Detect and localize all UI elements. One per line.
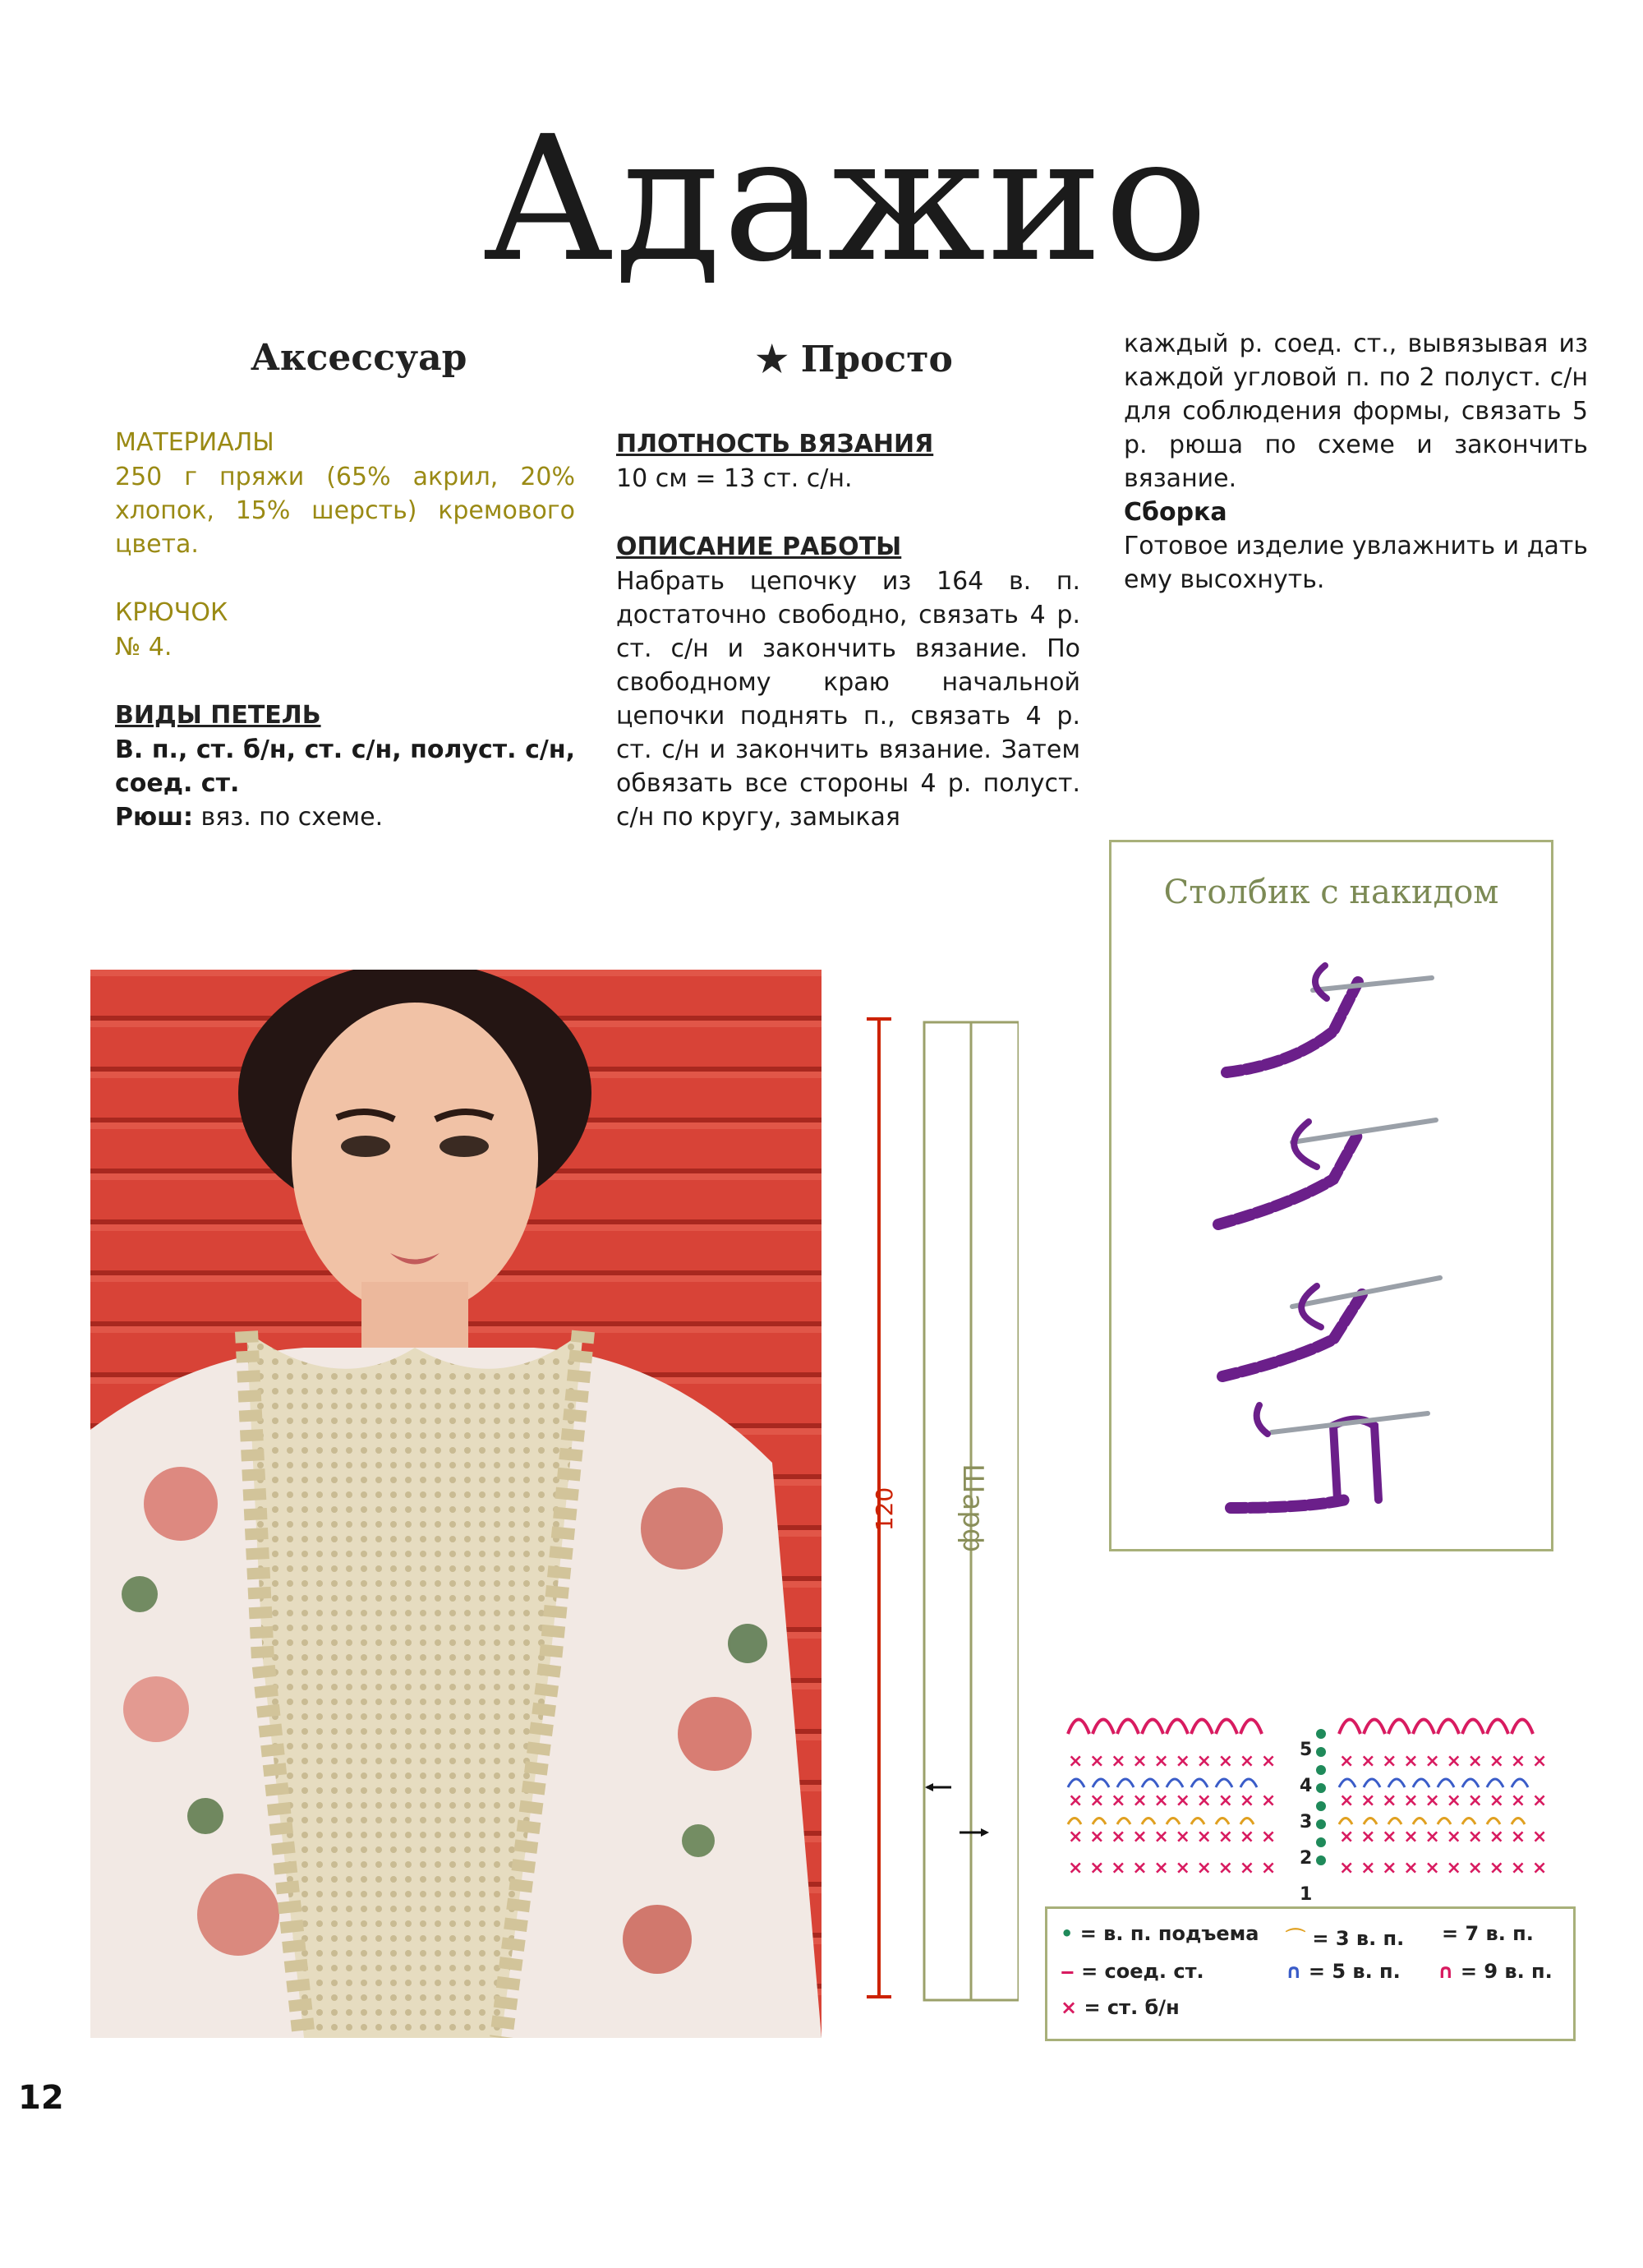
description-text: Набрать цепочку из 164 в. п. достаточно свободно, связать 4 р. ст. с/н и закончить вязание. По свободному краю начальной цепочки поднять п., связать 4 р. ст. с/н и закончить вязание. Затем обвязать все стороны 4 р. полуст. с/н по кругу, замыкая bbox=[616, 567, 1080, 832]
single-crochet-icon: × bbox=[1061, 1996, 1078, 2019]
legend-item: = 7 в. п. bbox=[1442, 1922, 1534, 1945]
length-label: 120 bbox=[871, 1487, 899, 1532]
svg-text:× × × × × × × × × ×: × × × × × × × × × × bbox=[1339, 1791, 1548, 1811]
page-number: 12 bbox=[18, 2079, 64, 2117]
row-number: 5 bbox=[1300, 1740, 1313, 1760]
svg-text:× × × × × × × × × ×: × × × × × × × × × × bbox=[1339, 1827, 1548, 1847]
difficulty-label: ★ Просто bbox=[756, 339, 953, 380]
row-number: 3 bbox=[1300, 1812, 1313, 1832]
category-label: Аксессуар bbox=[251, 337, 467, 379]
stitches-text: В. п., ст. б/н, ст. с/н, полуст. с/н, соед. ст. bbox=[115, 735, 575, 798]
model-photo bbox=[90, 970, 822, 2038]
row-numbers bbox=[1300, 1732, 1312, 1913]
ruffle-label: Рюш: bbox=[115, 803, 194, 832]
page-title: Адажио bbox=[482, 99, 1210, 300]
description-continued: каждый р. соед. ст., вывязывая из каждой угловой п. по 2 полуст. с/н для соблюдения формы, связать 5 р. рюша по схеме и закончить вязание. bbox=[1124, 330, 1588, 493]
legend-item: • = в. п. подъема bbox=[1061, 1922, 1259, 1945]
column-right bbox=[1124, 327, 1588, 597]
gauge-heading: ПЛОТНОСТЬ ВЯЗАНИЯ bbox=[616, 430, 934, 459]
slip-stitch-icon: ‒ bbox=[1061, 1960, 1075, 1983]
arch-3-icon: ⌒ bbox=[1286, 1927, 1305, 1950]
photo-illustration bbox=[90, 970, 822, 2038]
hook-heading: КРЮЧОК bbox=[115, 598, 228, 627]
ruffle-chart bbox=[1060, 1701, 1569, 1890]
arch-9-icon: ∩ bbox=[1438, 1960, 1454, 1983]
svg-text:× × × × × × × × × ×: × × × × × × × × × × bbox=[1068, 1791, 1277, 1811]
row-number: 2 bbox=[1300, 1848, 1313, 1869]
legend-item: ∩ = 5 в. п. bbox=[1286, 1960, 1401, 1983]
column-middle bbox=[616, 427, 1080, 834]
assembly-text: Готовое изделие увлажнить и дать ему высохнуть. bbox=[1124, 532, 1588, 594]
hook-text: № 4. bbox=[115, 633, 173, 662]
stitch-box-title: Столбик с накидом bbox=[1163, 874, 1499, 911]
gauge-text: 10 см = 13 ст. с/н. bbox=[616, 464, 853, 493]
dot-icon: • bbox=[1061, 1922, 1074, 1945]
stitches-heading: ВИДЫ ПЕТЕЛЬ bbox=[115, 701, 321, 730]
assembly-heading: Сборка bbox=[1124, 498, 1227, 527]
svg-text:× × × × × × × × × ×: × × × × × × × × × × bbox=[1068, 1751, 1277, 1772]
legend-item: ⌒ = 3 в. п. bbox=[1286, 1927, 1405, 1950]
row-number: 4 bbox=[1300, 1776, 1313, 1796]
legend-item: ∩ = 9 в. п. bbox=[1438, 1960, 1553, 1983]
legend-item: × = ст. б/н bbox=[1061, 1996, 1180, 2019]
ruffle-line bbox=[115, 800, 575, 834]
chart-legend bbox=[1045, 1906, 1576, 2041]
arch-5-icon: ∩ bbox=[1286, 1960, 1302, 1983]
materials-text: 250 г пряжи (65% акрил, 20% хлопок, 15% шерсть) кремового цвета. bbox=[115, 463, 575, 559]
legend-item: ‒ = соед. ст. bbox=[1061, 1960, 1204, 1983]
svg-text:× × × × × × × × × ×: × × × × × × × × × × bbox=[1068, 1827, 1277, 1847]
description-heading: ОПИСАНИЕ РАБОТЫ bbox=[616, 532, 902, 561]
svg-text:× × × × × × × × × ×: × × × × × × × × × × bbox=[1068, 1858, 1277, 1878]
svg-text:× × × × × × × × × ×: × × × × × × × × × × bbox=[1339, 1751, 1548, 1772]
scarf-label: Шарф bbox=[955, 1464, 989, 1552]
stitch-box bbox=[1109, 840, 1553, 1551]
svg-text:× × × × × × × × × ×: × × × × × × × × × × bbox=[1339, 1858, 1548, 1878]
row-number: 1 bbox=[1300, 1884, 1313, 1905]
column-left bbox=[115, 426, 575, 834]
stitch-steps-illustration bbox=[1111, 933, 1551, 1541]
materials-heading: МАТЕРИАЛЫ bbox=[115, 428, 274, 457]
ruffle-text: вяз. по схеме. bbox=[193, 803, 384, 832]
